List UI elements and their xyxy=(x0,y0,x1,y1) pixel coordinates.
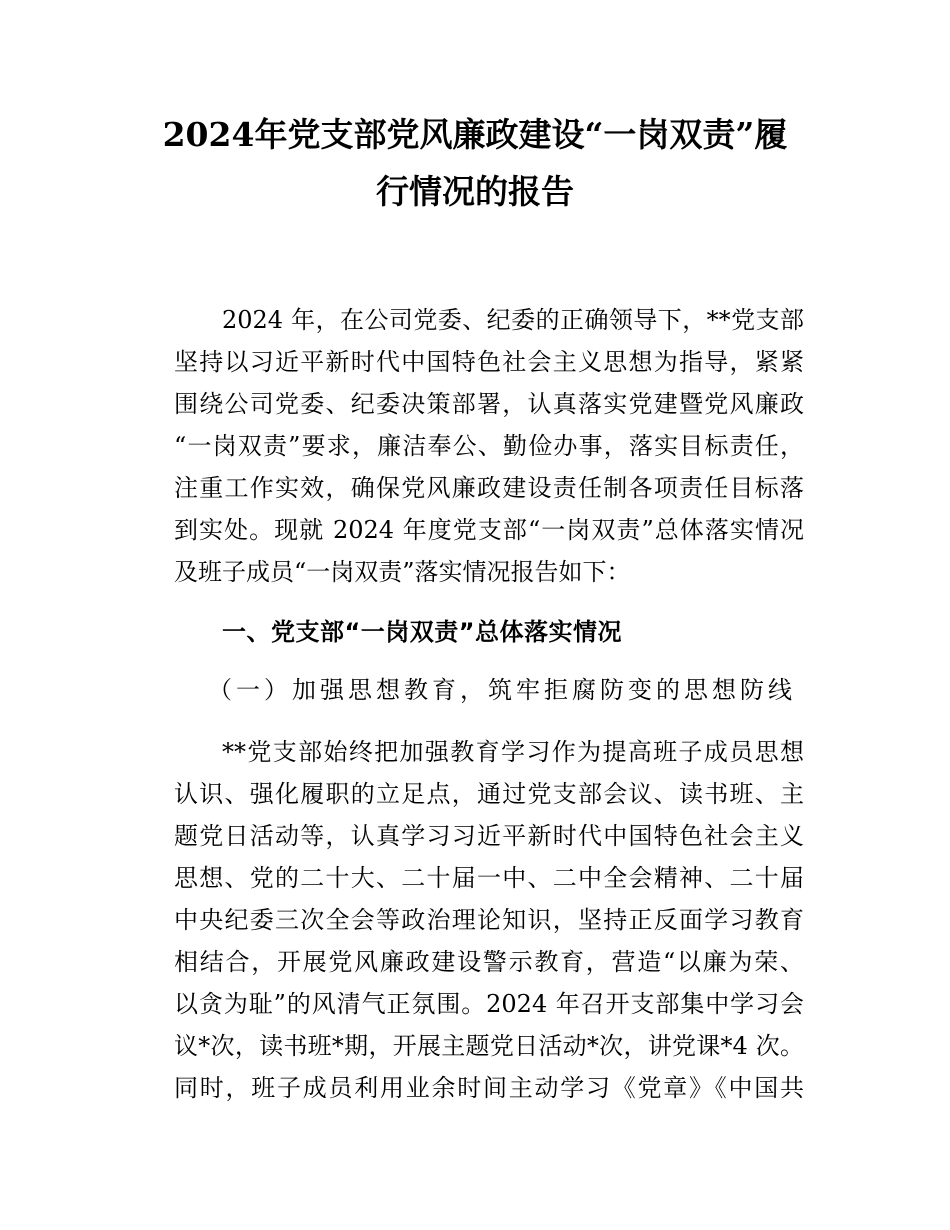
paragraph-line: “一岗双责”要求，廉洁奉公、勤俭办事，落实目标责任， xyxy=(174,432,804,460)
paragraph-line: 认识、强化履职的立足点，通过党支部会议、读书班、主 xyxy=(174,780,804,808)
paragraph-line: 中央纪委三次全会等政治理论知识，坚持正反面学习教育 xyxy=(174,906,804,934)
paragraph-line: 围绕公司党委、纪委决策部署，认真落实党建暨党风廉政 xyxy=(174,390,804,418)
paragraph-line: 到实处。现就 2024 年度党支部“一岗双责”总体落实情况 xyxy=(174,516,804,544)
paragraph-line: 坚持以习近平新时代中国特色社会主义思想为指导，紧紧 xyxy=(174,348,804,376)
paragraph-line: 以贪为耻”的风清气正氛围。2024 年召开支部集中学习会 xyxy=(174,990,804,1018)
paragraph-line: 题党日活动等，认真学习习近平新时代中国特色社会主义 xyxy=(174,822,804,850)
paragraph-line: 议*次，读书班*期，开展主题党日活动*次，讲党课*4 次。 xyxy=(174,1032,804,1060)
document-title-line-2: 行情况的报告 xyxy=(376,172,574,211)
paragraph-line: 思想、党的二十大、二十届一中、二中全会精神、二十届 xyxy=(174,864,804,892)
paragraph-line: 相结合，开展党风廉政建设警示教育，营造“以廉为荣、 xyxy=(174,948,804,976)
paragraph-line: 2024 年，在公司党委、纪委的正确领导下，**党支部 xyxy=(222,306,804,334)
paragraph-line: **党支部始终把加强教育学习作为提高班子成员思想 xyxy=(222,738,804,766)
paragraph-line: 注重工作实效，确保党风廉政建设责任制各项责任目标落 xyxy=(174,474,804,502)
paragraph-line: 同时，班子成员利用业余时间主动学习《党章》《中国共 xyxy=(174,1074,804,1102)
document-title-line-1: 2024年党支部党风廉政建设“一岗双责”履 xyxy=(162,115,788,154)
subsection-heading: （一）加强思想教育，筑牢拒腐防变的思想防线 xyxy=(208,676,796,704)
paragraph-line: 及班子成员“一岗双责”落实情况报告如下： xyxy=(174,558,631,586)
section-heading: 一、党支部“一岗双责”总体落实情况 xyxy=(222,618,623,646)
